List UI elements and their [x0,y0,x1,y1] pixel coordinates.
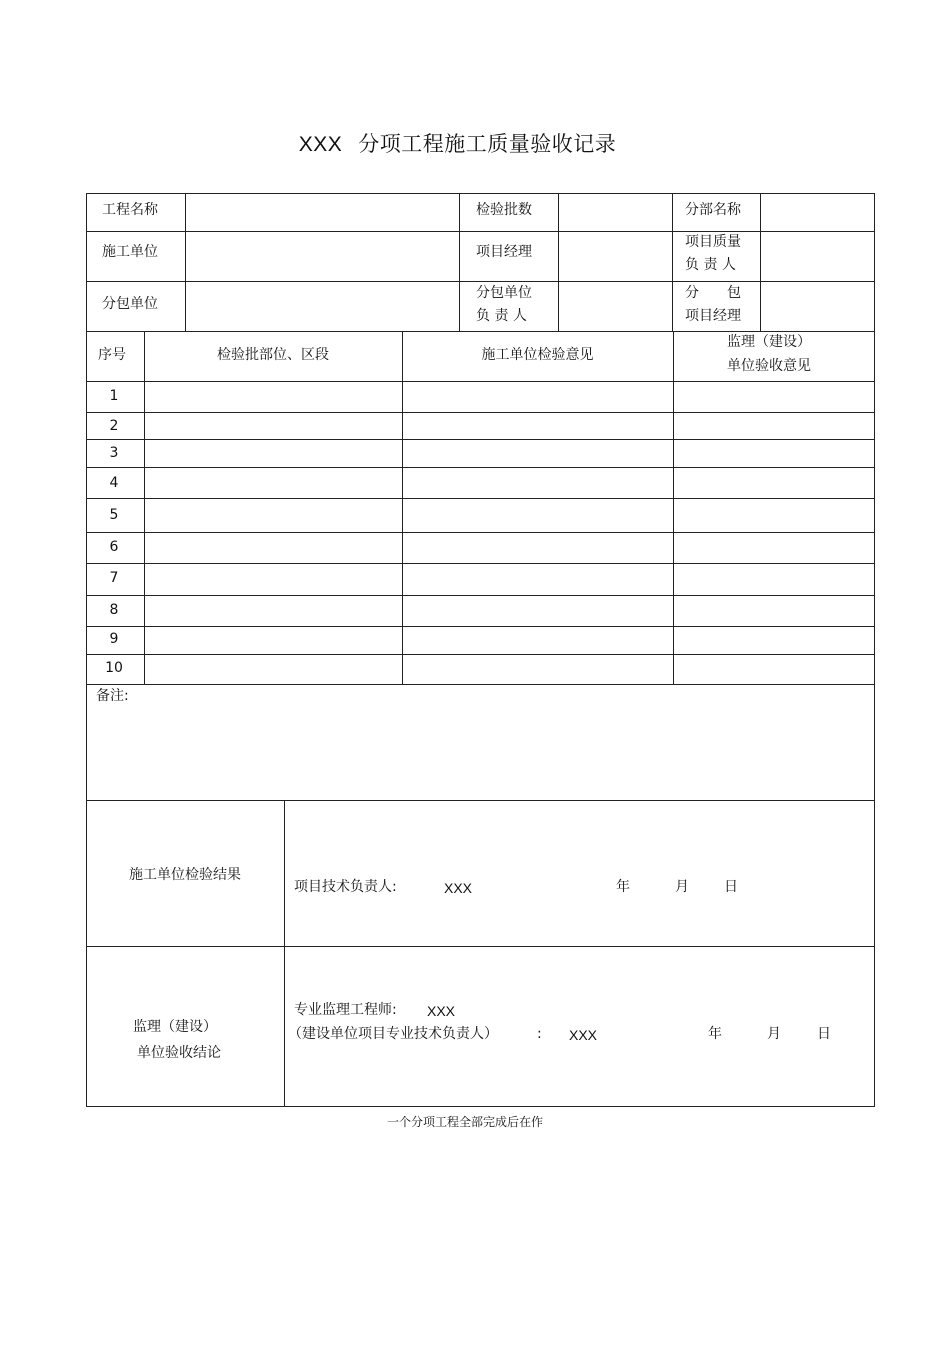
project-name-value[interactable] [186,194,459,231]
project-name-label: 工程名称 [102,202,158,218]
col-header-no: 序号 [98,347,126,363]
contractor-value[interactable] [186,232,459,281]
sub-lead-label-1: 分包单位 [476,285,532,301]
sub-pm-label-2: 项目经理 [685,308,741,324]
row-divider [86,800,875,801]
row-number: 2 [109,418,119,434]
date-day: 日 [817,1026,831,1042]
col-header-location: 检验批部位、区段 [217,347,329,363]
col-divider [144,331,145,684]
tech-lead-label: 项目技术负责人: [294,879,397,895]
owner-lead-value: XXX [569,1027,598,1043]
row-divider [86,498,875,499]
project-manager-label: 项目经理 [476,244,532,260]
row-divider [86,654,875,655]
row-divider [86,381,875,382]
date-year: 年 [616,879,630,895]
row-divider [86,439,875,440]
contractor-label: 施工单位 [102,244,158,260]
row-number: 6 [109,539,119,555]
row-number: 7 [109,570,119,586]
col-divider [402,331,403,684]
subcontractor-value[interactable] [186,282,459,331]
row-number: 9 [109,631,119,647]
title-code: XXX [298,133,343,156]
row-number: 3 [109,445,119,461]
subcontractor-label: 分包单位 [102,296,158,312]
row-divider [86,412,875,413]
date-month: 月 [767,1026,781,1042]
date-year: 年 [708,1026,722,1042]
row-divider [86,563,875,564]
quality-lead-label-2: 负 责 人 [685,257,736,273]
col-divider [672,193,673,331]
sub-pm-label-1: 分 包 [685,285,741,301]
engineer-value: XXX [427,1003,456,1019]
row-divider [86,626,875,627]
supervisor-conclusion-label-2: 单位验收结论 [137,1045,221,1061]
row-number: 1 [109,388,119,404]
row-divider [86,684,875,685]
sub-pm-value[interactable] [761,282,874,331]
division-name-value[interactable] [761,194,874,231]
division-name-label: 分部名称 [685,202,741,218]
remarks-field[interactable] [87,708,874,800]
owner-lead-label: （建设单位项目专业技术负责人） [288,1026,498,1042]
sub-lead-value[interactable] [559,282,672,331]
tech-lead-value: XXX [444,880,473,896]
contractor-result-label: 施工单位检验结果 [129,867,241,883]
footer-note: 一个分项工程全部完成后在作 [386,1115,543,1129]
row-divider [86,595,875,596]
quality-lead-value[interactable] [761,232,874,281]
row-number: 4 [109,475,119,491]
remarks-label: 备注: [96,688,129,704]
project-manager-value[interactable] [559,232,672,281]
col-header-supervisor-2: 单位验收意见 [727,358,811,374]
col-divider [459,193,460,331]
date-day: 日 [724,879,738,895]
title-text: 分项工程施工质量验收记录 [358,132,617,156]
row-number: 10 [105,660,123,676]
quality-lead-label-1: 项目质量 [685,234,741,250]
batch-count-label: 检验批数 [476,202,532,218]
page-title [0,128,915,158]
row-divider [86,946,875,947]
col-header-supervisor-1: 监理（建设） [727,334,811,350]
supervisor-conclusion-label-1: 监理（建设） [133,1019,217,1035]
sub-lead-label-2: 负 责 人 [476,308,527,324]
col-header-contractor-opinion: 施工单位检验意见 [481,347,594,363]
row-divider [86,532,875,533]
row-number: 5 [109,507,119,523]
owner-lead-colon: : [537,1026,542,1042]
row-divider [86,467,875,468]
engineer-label: 专业监理工程师: [294,1002,397,1018]
col-divider [673,331,674,684]
row-number: 8 [109,602,119,618]
date-month: 月 [675,879,689,895]
col-divider [284,800,285,1107]
batch-count-value[interactable] [559,194,672,231]
